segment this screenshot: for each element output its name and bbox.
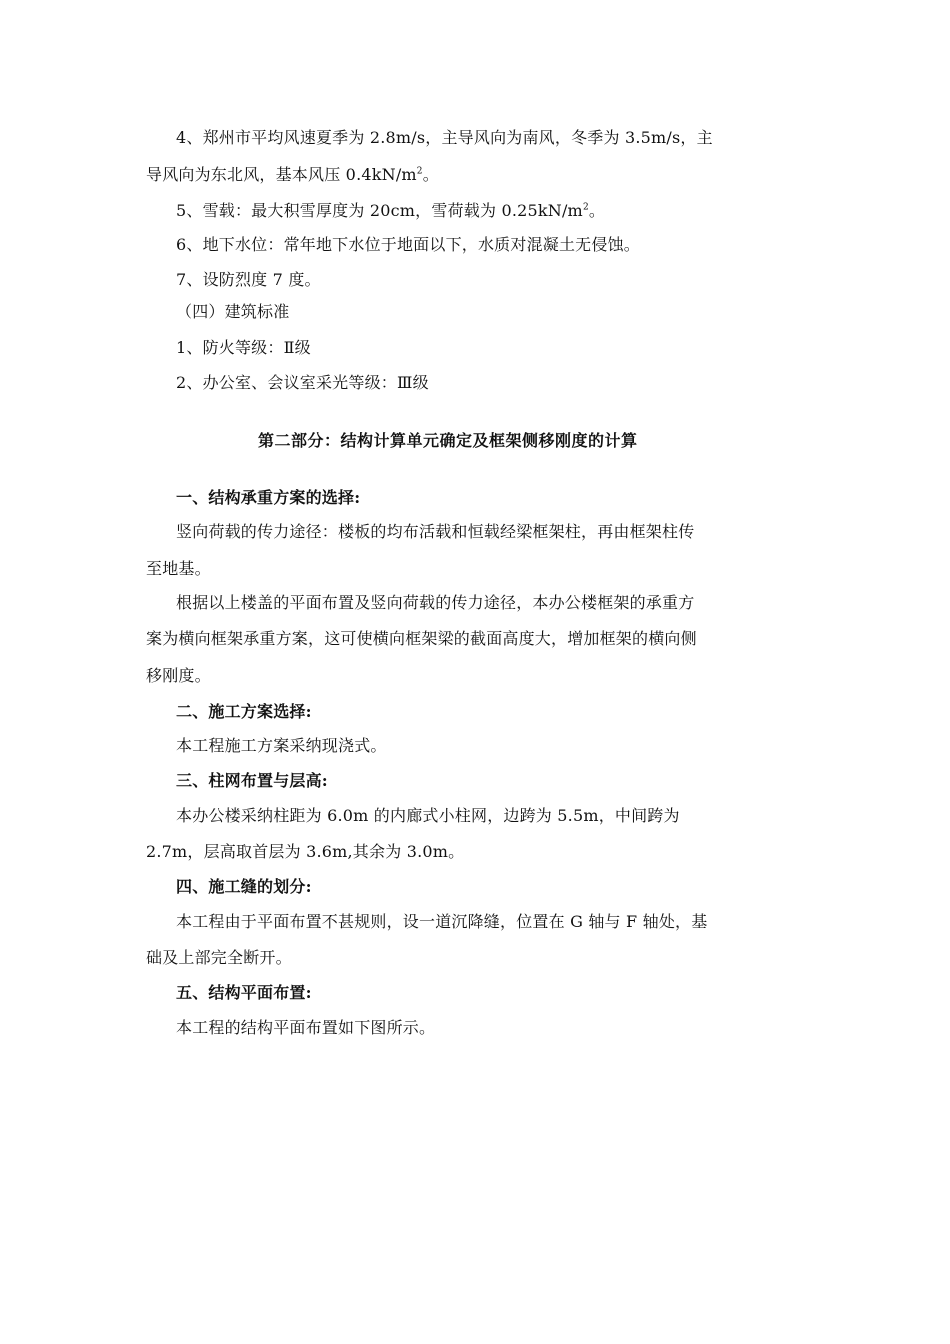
section-2-heading: 二、施工方案选择: bbox=[176, 702, 312, 721]
section-2-line-1: 本工程施工方案采纳现浇式。 bbox=[176, 736, 387, 755]
wind-line-1-text: 4、郑州市平均风速夏季为 2.8m/s，主导风向为南风，冬季为 3.5m/s，主 bbox=[176, 128, 713, 147]
section-1-line-4: 案为横向框架承重方案，这可使横向框架梁的截面高度大，增加框架的横向侧 bbox=[146, 629, 697, 648]
wind-line-2 bbox=[146, 165, 439, 185]
snow-load-superscript: 2 bbox=[582, 202, 589, 213]
section-1-line-3: 根据以上楼盖的平面布置及竖向荷载的传力途径，本办公楼框架的承重方 bbox=[176, 593, 695, 612]
section-5-heading: 五、结构平面布置: bbox=[176, 983, 312, 1002]
seismic-line: 7、设防烈度 7 度。 bbox=[176, 270, 321, 289]
section-1-heading: 一、结构承重方案的选择: bbox=[176, 488, 361, 507]
snow-line-text: 5、雪载：最大积雪厚度为 20cm，雪荷载为 0.25kN/m bbox=[176, 201, 583, 220]
section-5-line-1: 本工程的结构平面布置如下图所示。 bbox=[176, 1018, 436, 1037]
lighting-line: 2、办公室、会议室采光等级：Ⅲ级 bbox=[176, 373, 429, 392]
section-1-line-5: 移刚度。 bbox=[146, 666, 211, 685]
section-3-heading: 三、柱网布置与层高: bbox=[176, 771, 328, 790]
wind-line-1 bbox=[176, 128, 713, 148]
section-3-line-1: 本办公楼采纳柱距为 6.0m 的内廊式小柱网，边跨为 5.5m，中间跨为 bbox=[176, 806, 680, 825]
wind-line-2-text: 导风向为东北风，基本风压 0.4kN/m bbox=[146, 165, 417, 184]
section-4-heading: 四、施工缝的划分: bbox=[176, 877, 312, 896]
groundwater-line: 6、地下水位：常年地下水位于地面以下，水质对混凝土无侵蚀。 bbox=[176, 235, 640, 254]
snow-line-end: 。 bbox=[588, 201, 606, 220]
section-4-line-1: 本工程由于平面布置不甚规则，设一道沉降缝，位置在 G 轴与 F 轴处，基 bbox=[176, 912, 708, 931]
section-1-line-2: 至地基。 bbox=[146, 559, 211, 578]
wind-pressure-superscript: 2 bbox=[416, 166, 423, 177]
part-two-title: 第二部分：结构计算单元确定及框架侧移刚度的计算 bbox=[258, 431, 638, 450]
snow-line bbox=[176, 201, 605, 221]
section-3-line-2: 2.7m，层高取首层为 3.6m,其余为 3.0m。 bbox=[146, 842, 465, 861]
section-4-line-2: 础及上部完全断开。 bbox=[146, 948, 292, 967]
wind-line-2-end: 。 bbox=[422, 165, 439, 184]
section-1-line-1: 竖向荷载的传力途径：楼板的均布活载和恒载经梁框架柱，再由框架柱传 bbox=[176, 522, 695, 541]
standards-heading: （四）建筑标准 bbox=[176, 302, 290, 321]
fire-rating-line: 1、防火等级：Ⅱ级 bbox=[176, 338, 311, 357]
